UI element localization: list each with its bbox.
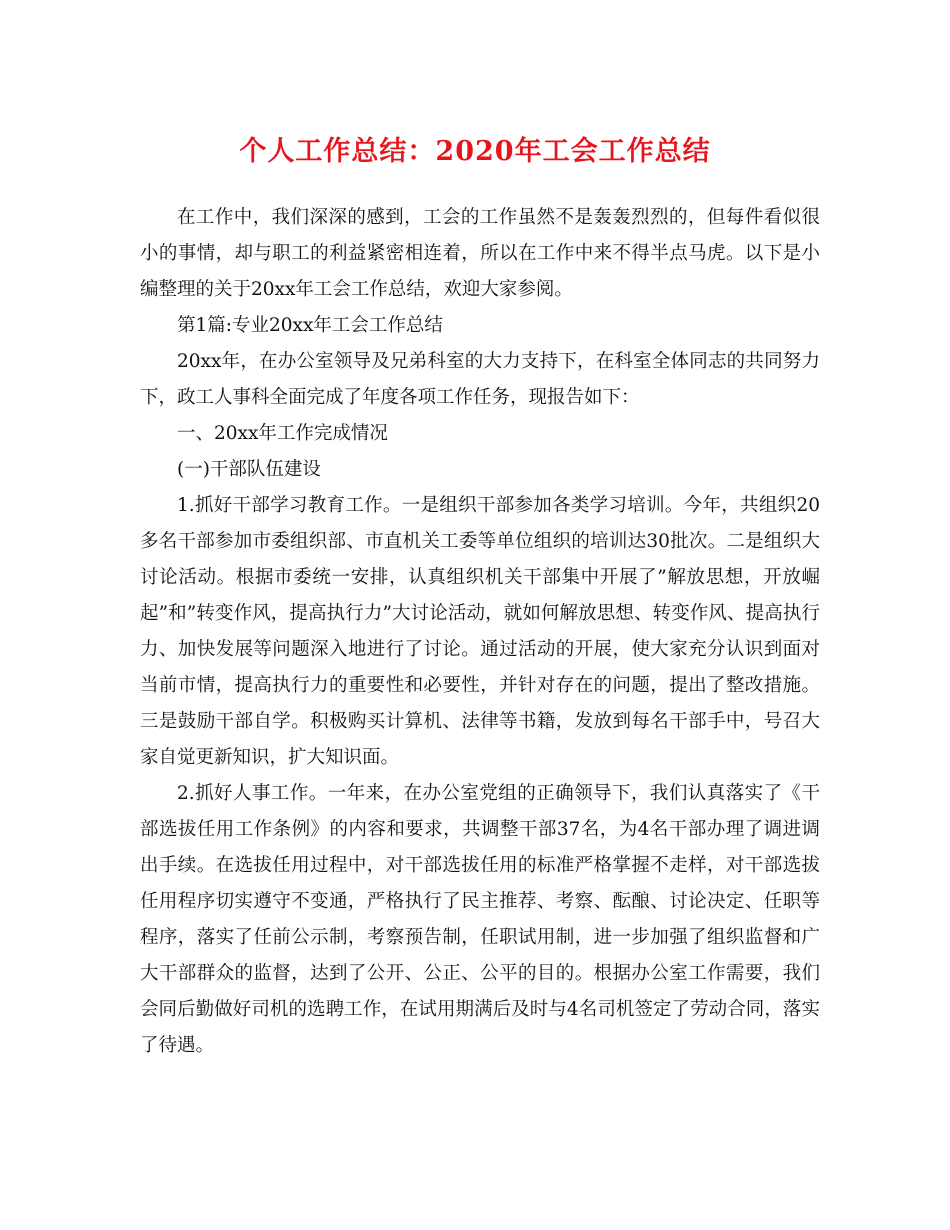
document-title: 个人工作总结：2020年工会工作总结 [239, 136, 711, 167]
paragraph-subheading-1: (一)干部队伍建设 [177, 459, 321, 480]
paragraph-section-heading: 第1篇:专业20xx年工会工作总结 [177, 315, 443, 336]
paragraph-overview: 20xx年，在办公室领导及兄弟科室的大力支持下，在科室全体同志的共同努力下，政工人事科全面完成了年度各项工作任务，现报告如下： [140, 351, 820, 408]
paragraph-item-1: 1.抓好干部学习教育工作。一是组织干部参加各类学习培训。今年，共组织20多名干部参加市委组织部、市直机关工委等单位组织的培训达30批次。二是组织大讨论活动。根据市委统一安排，认真组织机关干部集中开展了”解放思想，开放崛起”和”转变作风，提高执行力”大讨论活动，就如何解放思想、转变作风、提高执行力、加快发展等问题深入地进行了讨论。通过活动的开展，使大家充分认识到面对当前市情，提高执行力的重要性和必要性，并针对存在的问题，提出了整改措施。三是鼓励干部自学。积极购买计算机、法律等书籍，发放到每名干部手中，号召大家自觉更新知识，扩大知识面。 [140, 495, 820, 768]
paragraph-intro: 在工作中，我们深深的感到，工会的工作虽然不是轰轰烈烈的，但每件看似很小的事情，却与职工的利益紧密相连着，所以在工作中来不得半点马虎。以下是小编整理的关于20xx年工会工作总结，欢迎大家参阅。 [140, 207, 820, 300]
paragraph-item-2: 2.抓好人事工作。一年来，在办公室党组的正确领导下，我们认真落实了《干部选拔任用工作条例》的内容和要求，共调整干部37名，为4名干部办理了调进调出手续。在选拔任用过程中，对干部选拔任用的标准严格掌握不走样，对干部选拔任用程序切实遵守不变通，严格执行了民主推荐、考察、酝酿、讨论决定、任职等程序，落实了任前公示制，考察预告制，任职试用制，进一步加强了组织监督和广大干部群众的监督，达到了公开、公正、公平的目的。根据办公室工作需要，我们会同后勤做好司机的选聘工作，在试用期满后及时与4名司机签定了劳动合同，落实了待遇。 [140, 783, 820, 1056]
paragraph-heading-1: 一、20xx年工作完成情况 [177, 423, 388, 444]
document-body [140, 200, 820, 1064]
